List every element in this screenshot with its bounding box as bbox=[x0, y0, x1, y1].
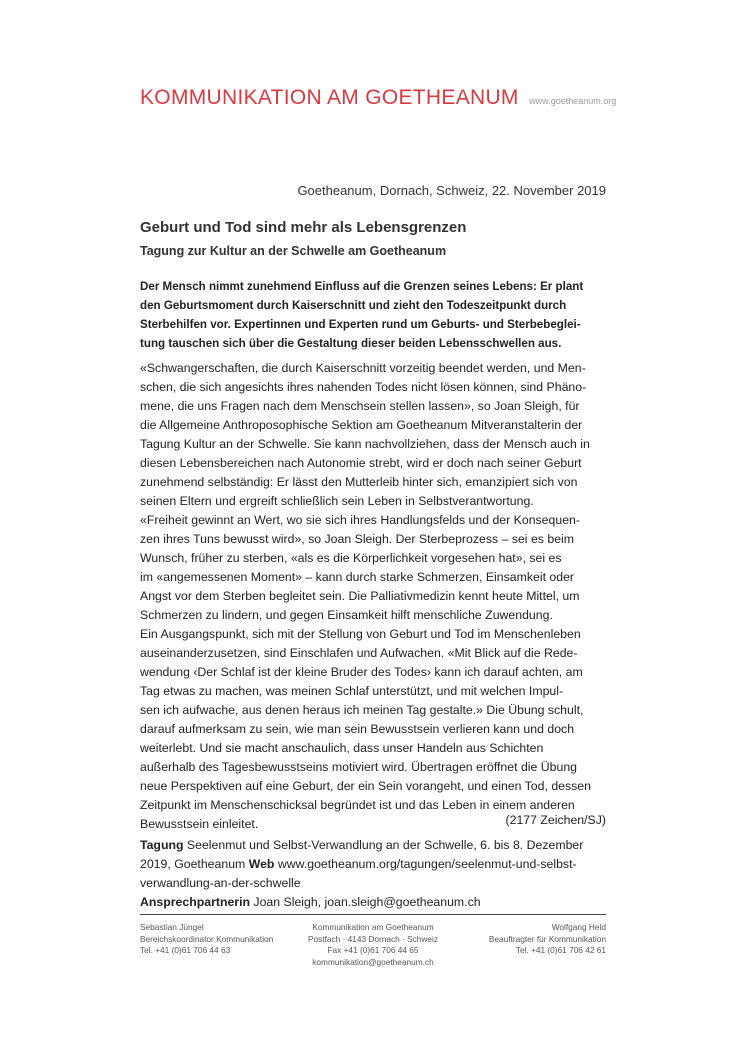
article-title: Geburt und Tod sind mehr als Lebensgrenzen bbox=[140, 219, 467, 236]
footer-fax: Fax +41 (0)61 706 44 65 bbox=[327, 945, 419, 955]
body-paragraph-2 bbox=[140, 511, 606, 625]
footer-name: Wolfgang Held bbox=[551, 922, 606, 932]
body-paragraph-3 bbox=[140, 625, 606, 834]
text-line: wendung ‹Der Schlaf ist der kleine Bruder des Todes› kann ich darauf achten, am bbox=[140, 665, 583, 679]
lead-line: tung tauschen sich über die Gestaltung dieser beiden Lebensschwellen aus. bbox=[140, 337, 562, 350]
text-line: Wunsch, früher zu sterben, «als es die Körperlichkeit vorgesehen hat», sei es bbox=[140, 551, 562, 565]
footer-org: Kommunikation am Goetheanum bbox=[312, 922, 434, 932]
text-line: mene, die uns Fragen nach dem Menschsein stellen lassen», so Joan Sleigh, für bbox=[140, 399, 580, 413]
text-line: Bewusstsein einleitet. bbox=[140, 817, 259, 831]
body-paragraph-1 bbox=[140, 359, 606, 511]
text-line: Schmerzen zu lindern, und gegen Einsamkeit hilft menschliche Zuwendung. bbox=[140, 608, 553, 622]
footer-address: Postfach · 4143 Dornach · Schweiz bbox=[307, 933, 439, 944]
text-line: auseinanderzusetzen, sind Einschlafen und Aufwachen. «Mit Blick auf die Rede- bbox=[140, 646, 578, 660]
footer-name: Sebastian Jüngel bbox=[140, 922, 204, 932]
lead-line: den Geburtsmoment durch Kaiserschnitt und zieht den Todeszeitpunkt durch bbox=[140, 299, 567, 312]
web-label: Web bbox=[248, 857, 275, 871]
footer-right bbox=[489, 922, 606, 957]
text-line: weiterlebt. Und sie macht anschaulich, dass unser Handeln aus Schichten bbox=[140, 741, 544, 755]
event-line bbox=[140, 855, 606, 874]
text-line: «Schwangerschaften, die durch Kaiserschnitt vorzeitig beendet werden, und Men- bbox=[140, 361, 586, 375]
event-title: Seelenmut und Selbst-Verwandlung an der Schwelle, 6. bis 8. Dezember bbox=[183, 838, 584, 852]
dateline: Goetheanum, Dornach, Schweiz, 22. November 2019 bbox=[297, 183, 606, 198]
contact-label: Ansprechpartnerin bbox=[140, 895, 251, 909]
lead-line: Der Mensch nimmt zunehmend Einfluss auf die Grenzen seines Lebens: Er plant bbox=[140, 280, 584, 293]
letterhead bbox=[140, 86, 616, 110]
lead-line: Sterbehilfen vor. Expertinnen und Experten rund um Geburts- und Sterbebeglei- bbox=[140, 318, 581, 331]
text-line: die Allgemeine Anthroposophische Sektion am Goetheanum Mitveranstalterin der bbox=[140, 418, 583, 432]
text-line: «Freiheit gewinnt an Wert, wo sie sich ihres Handlungsfelds und der Konsequen- bbox=[140, 513, 580, 527]
footer-center bbox=[290, 922, 456, 968]
footer-left bbox=[140, 922, 273, 957]
lead-paragraph bbox=[140, 277, 606, 353]
footer-divider bbox=[140, 914, 606, 915]
text-line: Zeitpunkt im Menschenschicksal begründet ist und das Leben in einem anderen bbox=[140, 798, 575, 812]
text-line: sen ich aufwache, aus denen heraus ich meinen Tag gestalte.» Die Übung schult, bbox=[140, 703, 584, 717]
article-subtitle: Tagung zur Kultur an der Schwelle am Goetheanum bbox=[140, 244, 447, 258]
text-line: Angst vor dem Sterben begleitet sein. Die Palliativmedizin kennt heute Mittel, um bbox=[140, 589, 580, 603]
character-count: (2177 Zeichen/SJ) bbox=[505, 813, 606, 827]
event-label: Tagung bbox=[140, 838, 184, 852]
contact-line bbox=[140, 895, 481, 909]
text-line: neue Perspektiven auf eine Geburt, der ein Sein vorangeht, und einen Tod, dessen bbox=[140, 779, 591, 793]
text-line: im «angemessenen Moment» – kann durch starke Schmerzen, Einsamkeit oder bbox=[140, 570, 575, 584]
text-line: Ein Ausgangspunkt, sich mit der Stellung von Geburt und Tod im Menschenleben bbox=[140, 627, 581, 641]
footer-email[interactable]: kommunikation@goetheanum.ch bbox=[312, 956, 434, 967]
brand-title: KOMMUNIKATION AM GOETHEANUM bbox=[140, 86, 519, 109]
text-line: seinen Eltern und ergreift schließlich sein Leben in Selbstverantwortung. bbox=[140, 494, 534, 508]
text-line: außerhalb des Tagesbewusstseins motiviert wird. Übertragen eröffnet die Übung bbox=[140, 760, 578, 774]
footer-phone: Tel. +41 (0)61 706 44 63 bbox=[140, 945, 231, 955]
text-line: diesen Lebensbereichen nach Autonomie strebt, wird er doch nach seiner Geburt bbox=[140, 456, 582, 470]
text-line: Tagung Kultur an der Schwelle. Sie kann nachvollziehen, dass der Mensch auch in bbox=[140, 437, 590, 451]
footer-phone: Tel. +41 (0)61 706 42 61 bbox=[515, 945, 606, 955]
event-date-place: 2019, Goetheanum bbox=[140, 857, 249, 871]
text-line: Tag etwas zu machen, was meinen Schlaf unterstützt, und mit welchen Impul- bbox=[140, 684, 564, 698]
footer-role: Beauftragter für Kommunikation bbox=[488, 933, 606, 944]
text-line: darauf aufmerksam zu sein, wie man sein Bewusstsein verlieren kann und doch bbox=[140, 722, 575, 736]
event-url[interactable]: www.goetheanum.org/tagungen/seelenmut-und-selbst- bbox=[274, 857, 577, 871]
text-line: zen ihres Tuns bewusst wird», so Joan Sleigh. Der Sterbeprozess – sei es beim bbox=[140, 532, 575, 546]
text-line: zunehmend selbständig: Er lässt den Mutterleib hinter sich, emanzipiert sich von bbox=[140, 475, 578, 489]
footer-role: Bereichskoordinator Kommunikation bbox=[140, 933, 274, 944]
text-line: schen, die sich angesichts ihres nahenden Todes nicht lösen können, sind Phäno- bbox=[140, 380, 587, 394]
event-info bbox=[140, 836, 606, 893]
event-url-continued[interactable]: verwandlung-an-der-schwelle bbox=[140, 876, 301, 890]
website-link[interactable]: www.goetheanum.org bbox=[529, 96, 617, 106]
event-line bbox=[140, 836, 606, 855]
contact-value[interactable]: Joan Sleigh, joan.sleigh@goetheanum.ch bbox=[250, 895, 481, 909]
